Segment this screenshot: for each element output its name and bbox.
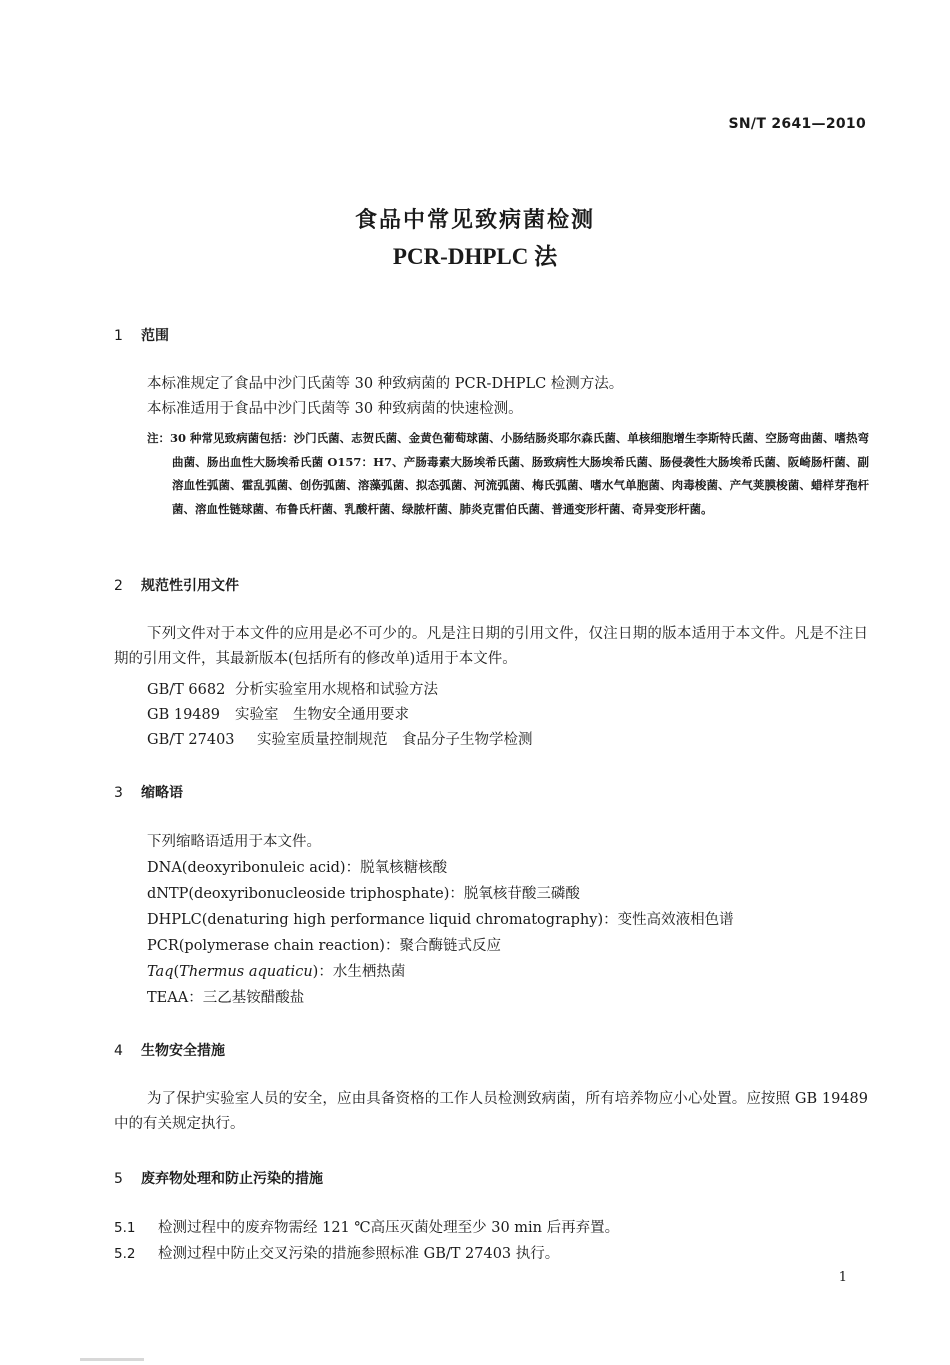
section-number: 4 xyxy=(114,1043,123,1059)
section-4-heading xyxy=(114,1040,225,1060)
abbreviation-item: PCR(polymerase chain reaction)：聚合酶链式反应 xyxy=(147,938,501,954)
reference-item xyxy=(147,728,533,749)
section-title: 规范性引用文件 xyxy=(141,578,239,594)
scan-edge-mark xyxy=(80,1358,144,1361)
reference-item xyxy=(147,678,438,699)
section-title: 缩略语 xyxy=(141,785,183,801)
abbreviation-intro: 下列缩略语适用于本文件。 xyxy=(147,834,321,850)
abbreviation-item: DHPLC(denaturing high performance liquid chromatography)：变性高效液相色谱 xyxy=(147,912,734,928)
abbreviation-definition: )：水生栖热菌 xyxy=(312,964,406,980)
section-title: 生物安全措施 xyxy=(141,1043,225,1059)
section-4-paragraph: 为了保护实验室人员的安全，应由具备资格的工作人员检测致病菌，所有培养物应小心处置。应按照 GB 19489 中的有关规定执行。 xyxy=(114,1091,868,1132)
abbreviation-item: dNTP(deoxyribonucleoside triphosphate)：脱氧核苷酸三磷酸 xyxy=(147,886,580,902)
reference-item xyxy=(147,703,409,724)
section-1-paragraph-2: 本标准适用于食品中沙门氏菌等 30 种致病菌的快速检测。 xyxy=(147,401,523,417)
reference-title: 实验室 生物安全通用要求 xyxy=(235,707,409,723)
section-title: 范围 xyxy=(141,328,169,344)
reference-code: GB/T 6682 xyxy=(147,682,226,698)
subclause-text: 检测过程中防止交叉污染的措施参照标准 GB/T 27403 执行。 xyxy=(158,1246,560,1262)
abbreviation-term: Taq xyxy=(147,964,174,980)
section-title: 废弃物处理和防止污染的措施 xyxy=(141,1171,323,1187)
reference-code: GB 19489 xyxy=(147,707,220,723)
subclause-5-2 xyxy=(114,1242,559,1263)
paren-open: ( xyxy=(173,964,180,980)
document-subtitle: PCR-DHPLC 法 xyxy=(392,244,558,269)
reference-title: 分析实验室用水规格和试验方法 xyxy=(235,682,438,698)
page-number: 1 xyxy=(838,1270,847,1285)
section-1-heading xyxy=(114,325,169,345)
abbreviation-item-taq xyxy=(147,960,405,981)
abbreviation-item: TEAA：三乙基铵醋酸盐 xyxy=(147,990,305,1006)
section-5-heading xyxy=(114,1168,323,1188)
section-2-paragraph: 下列文件对于本文件的应用是必不可少的。凡是注日期的引用文件，仅注日期的版本适用于本文件。凡是不注日期的引用文件，其最新版本(包括所有的修改单)适用于本文件。 xyxy=(114,626,868,667)
note-text: 注：30 种常见致病菌包括：沙门氏菌、志贺氏菌、金黄色葡萄球菌、小肠结肠炎耶尔森氏菌、单核细胞增生李斯特氏菌、空肠弯曲菌、嗜热弯曲菌、肠出血性大肠埃希氏菌 O157：H7、产肠毒素大肠埃希氏菌、肠致病性大肠埃希氏菌、肠侵袭性大肠埃希氏菌、阪崎肠杆菌、副溶血性弧菌、霍乱弧菌、创伤弧菌、溶藻弧菌、拟态弧菌、河流弧菌、梅氏弧菌、嗜水气单胞菌、肉毒梭菌、产气荚膜梭菌、蜡样芽孢杆菌、溶血性链球菌、布鲁氏杆菌、乳酸杆菌、绿脓杆菌、肺炎克雷伯氏菌、普通变形杆菌、奇异变形杆菌。 xyxy=(147,431,869,516)
section-1-paragraph-1: 本标准规定了食品中沙门氏菌等 30 种致病菌的 PCR-DHPLC 检测方法。 xyxy=(147,376,624,392)
subclause-number: 5.1 xyxy=(114,1220,136,1236)
section-3-heading xyxy=(114,782,183,802)
abbreviation-item: DNA(deoxyribonuleic acid)：脱氧核糖核酸 xyxy=(147,860,448,876)
section-number: 2 xyxy=(114,578,123,594)
subclause-5-1 xyxy=(114,1216,619,1237)
reference-title: 实验室质量控制规范 食品分子生物学检测 xyxy=(257,732,533,748)
section-2-heading xyxy=(114,575,239,595)
section-number: 1 xyxy=(114,328,123,344)
document-title: 食品中常见致病菌检测 xyxy=(354,208,595,233)
subclause-text: 检测过程中的废弃物需经 121 ℃高压灭菌处理至少 30 min 后再弃置。 xyxy=(158,1220,620,1236)
standard-code: SN/T 2641—2010 xyxy=(728,116,866,132)
section-number: 5 xyxy=(114,1171,123,1187)
section-1-note xyxy=(147,427,869,521)
reference-code: GB/T 27403 xyxy=(147,732,235,748)
subclause-number: 5.2 xyxy=(114,1246,136,1262)
latin-name: Thermus aquaticu xyxy=(179,964,313,980)
section-number: 3 xyxy=(114,785,123,801)
